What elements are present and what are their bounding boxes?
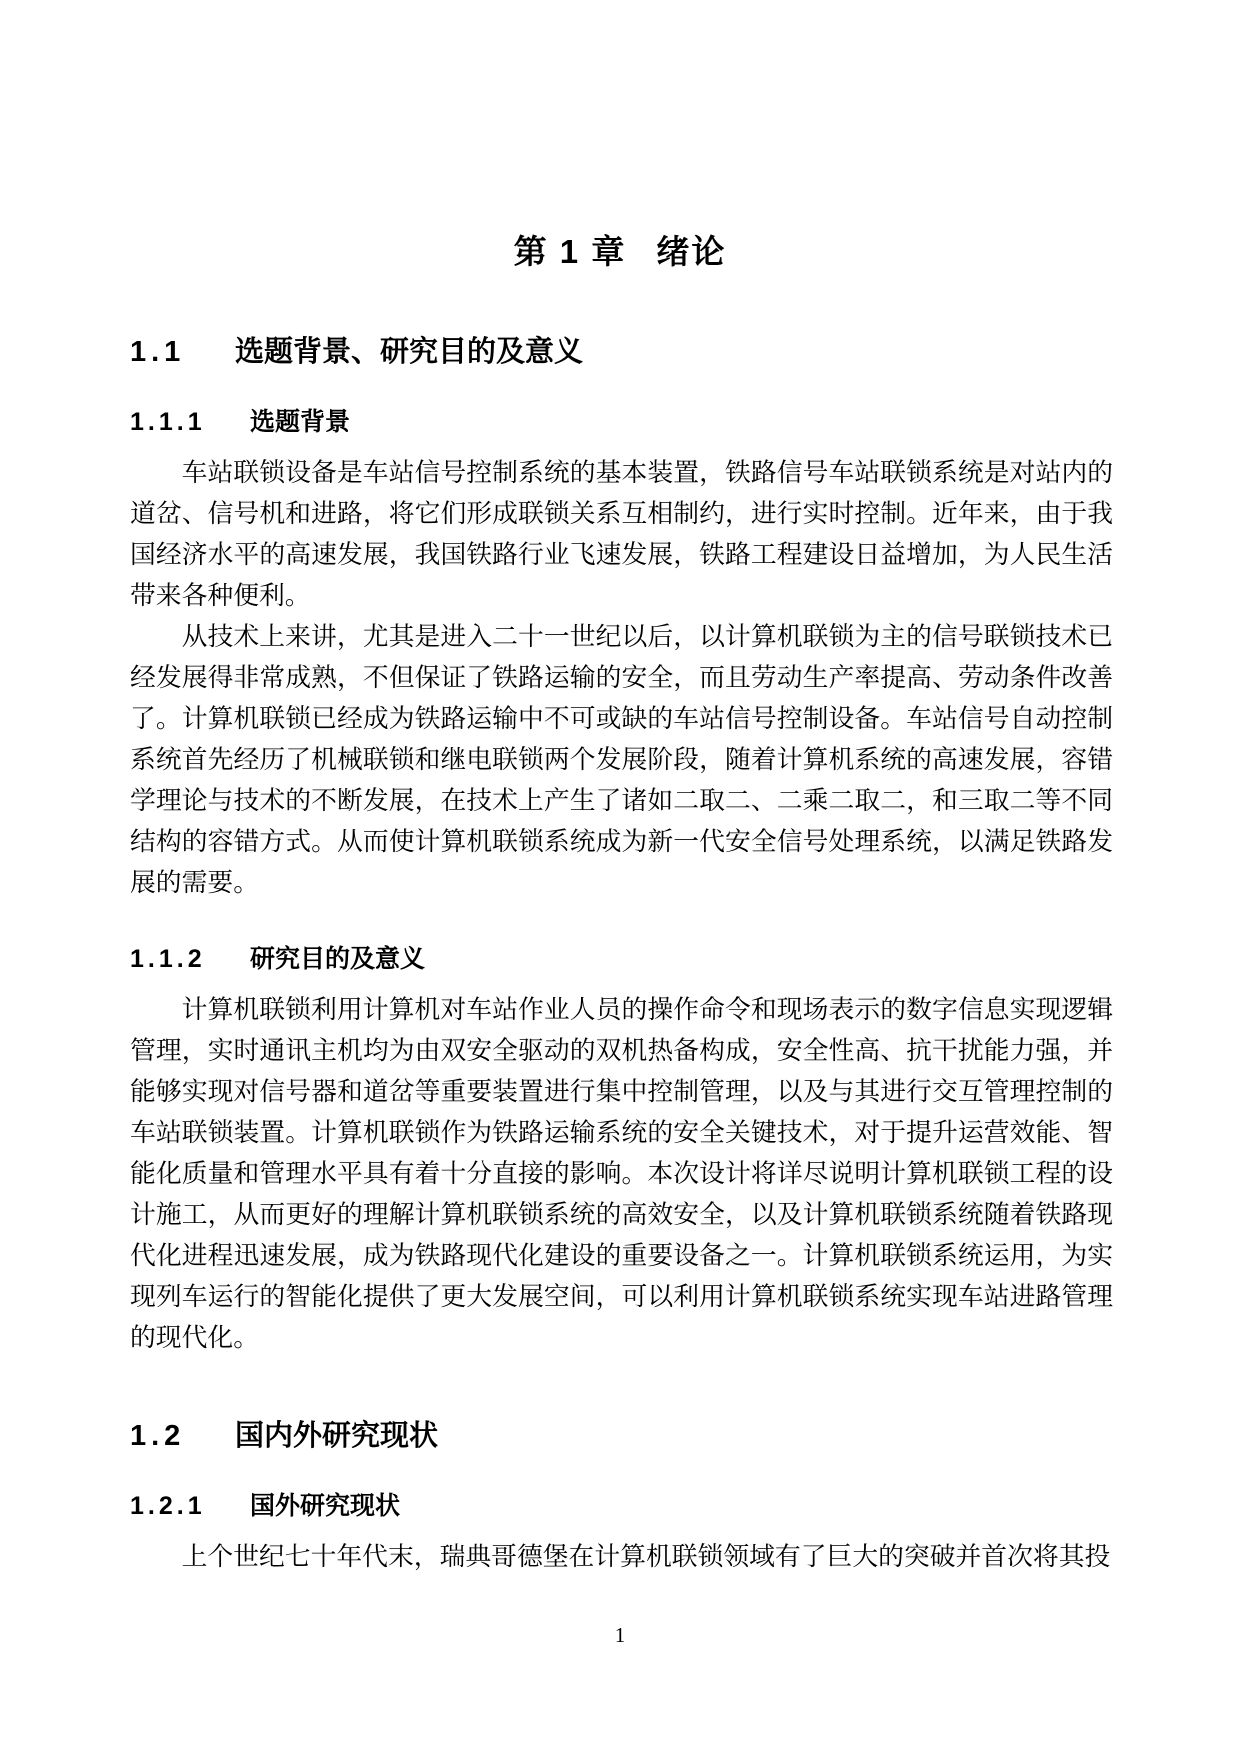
subsection-title: 研究目的及意义 — [250, 945, 426, 973]
body-paragraph: 计算机联锁利用计算机对车站作业人员的操作命令和现场表示的数字信息实现逻辑管理，实时通讯主机均为由双安全驱动的双机热备构成，安全性高、抗干扰能力强，并能够实现对信号器和道岔等重要装置进行集中控制管理，以及与其进行交互管理控制的车站联锁装置。计算机联锁作为铁路运输系统的安全关键技术，对于提升运营效能、智能化质量和管理水平具有着十分直接的影响。本次设计将详尽说明计算机联锁工程的设计施工，从而更好的理解计算机联锁系统的高效安全，以及计算机联锁系统随着铁路现代化进程迅速发展，成为铁路现代化建设的重要设备之一。计算机联锁系统运用，为实现列车运行的智能化提供了更大发展空间，可以利用计算机联锁系统实现车站进路管理的现代化。 — [130, 995, 1113, 1352]
chapter-heading — [0, 232, 1240, 272]
subsection-number: 1.2.1 — [130, 1492, 206, 1520]
chapter-number: 第 1 章 — [513, 233, 627, 270]
section-number: 1.2 — [130, 1420, 186, 1452]
section-heading-1-1 — [130, 334, 1115, 370]
subsection-title: 选题背景 — [250, 408, 351, 436]
section-title: 国内外研究现状 — [235, 1420, 439, 1452]
section-heading-1-2 — [130, 1418, 1115, 1454]
subsection-number: 1.1.1 — [130, 408, 206, 436]
body-paragraph: 从技术上来讲，尤其是进入二十一世纪以后，以计算机联锁为主的信号联锁技术已经发展得非常成熟，不但保证了铁路运输的安全，而且劳动生产率提高、劳动条件改善了。计算机联锁已经成为铁路运输中不可或缺的车站信号控制设备。车站信号自动控制系统首先经历了机械联锁和继电联锁两个发展阶段，随着计算机系统的高速发展，容错学理论与技术的不断发展，在技术上产生了诸如二取二、二乘二取二，和三取二等不同结构的容错方式。从而使计算机联锁系统成为新一代安全信号处理系统，以满足铁路发展的需要。 — [130, 622, 1113, 897]
chapter-title-text: 绪论 — [656, 233, 727, 270]
page-number: 1 — [614, 1623, 626, 1647]
subsection-heading-1-2-1 — [130, 1490, 1115, 1522]
subsection-number: 1.1.2 — [130, 945, 206, 973]
subsection-title: 国外研究现状 — [250, 1492, 401, 1520]
section-title: 选题背景、研究目的及意义 — [235, 336, 584, 368]
subsection-heading-1-1-1 — [130, 406, 1115, 438]
section-number: 1.1 — [130, 336, 186, 368]
subsection-heading-1-1-2 — [130, 943, 1115, 975]
body-paragraph: 车站联锁设备是车站信号控制系统的基本装置，铁路信号车站联锁系统是对站内的道岔、信号机和进路，将它们形成联锁关系互相制约，进行实时控制。近年来，由于我国经济水平的高速发展，我国铁路行业飞速发展，铁路工程建设日益增加，为人民生活带来各种便利。 — [130, 458, 1113, 610]
body-paragraph: 上个世纪七十年代末，瑞典哥德堡在计算机联锁领域有了巨大的突破并首次将其投 — [181, 1542, 1111, 1571]
